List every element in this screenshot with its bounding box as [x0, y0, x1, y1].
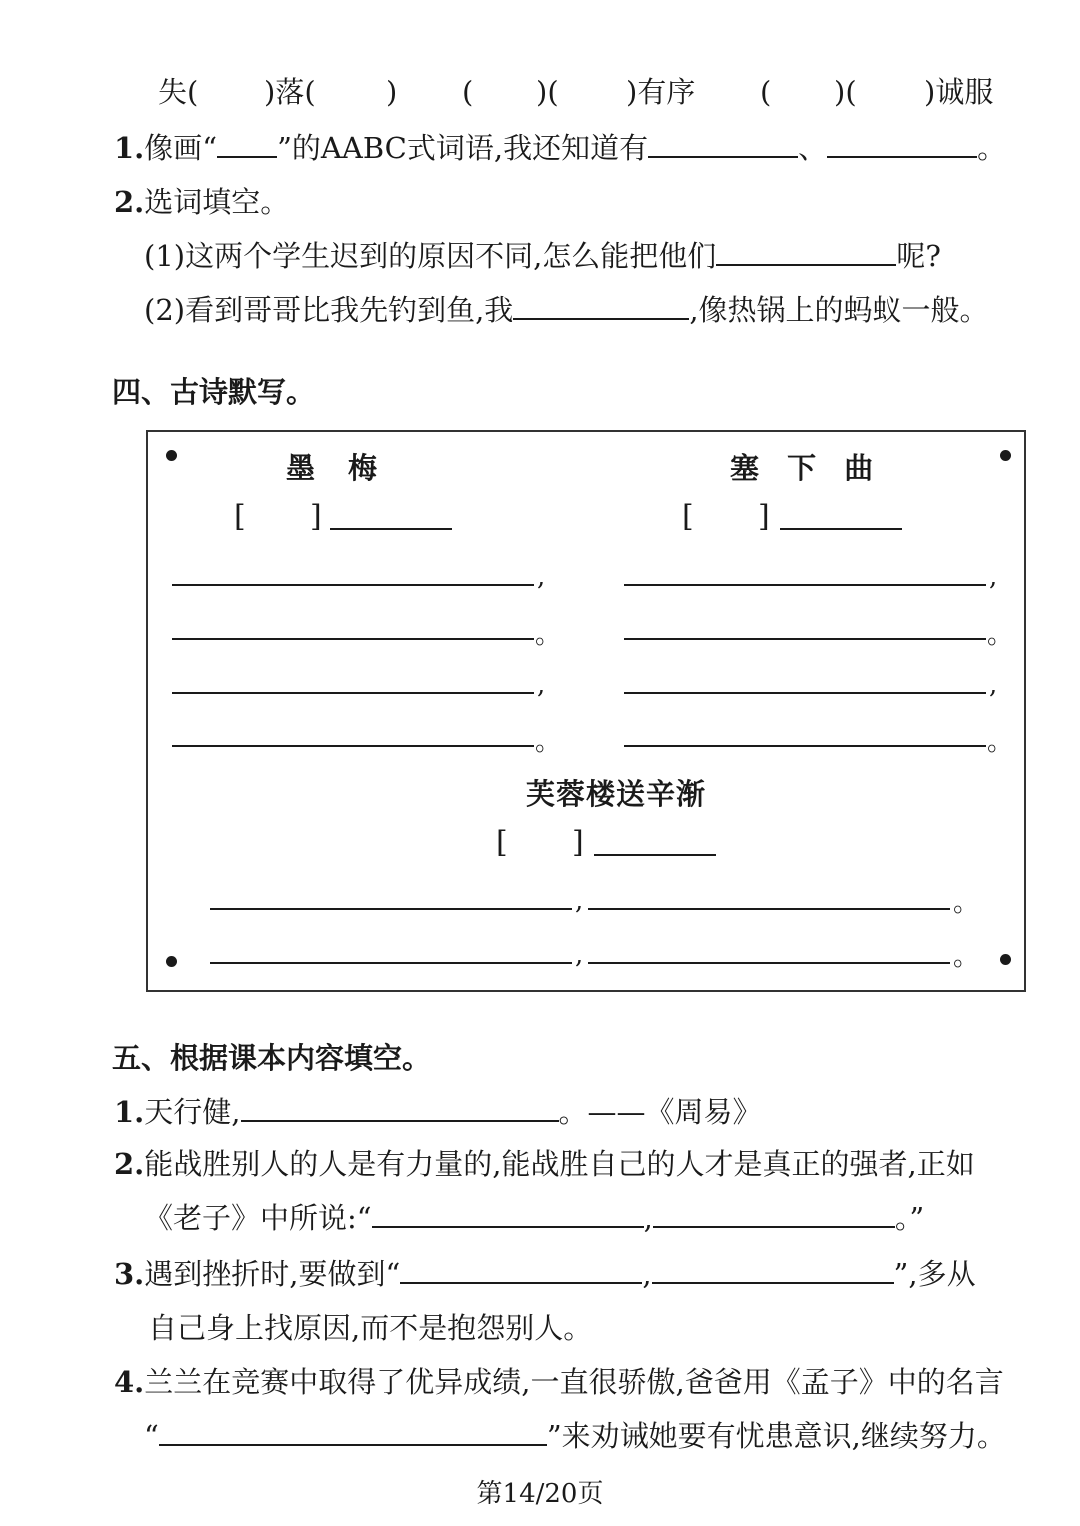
comma: , [537, 562, 546, 592]
page-number: 第14/20页 [476, 1479, 604, 1509]
bracket-open: [ [234, 499, 246, 534]
word-blank-1-c: ) [386, 75, 398, 109]
bracket-close: ] [310, 499, 322, 534]
s5-q1-prefix: 天行健, [144, 1095, 241, 1129]
word-blank-1-a: 失( [158, 75, 199, 109]
comma: , [989, 562, 998, 592]
question-2-1-prefix: (1)这两个学生迟到的原因不同,怎么能把他们 [144, 239, 717, 273]
question-1-end: 。 [977, 131, 1007, 165]
separator: 、 [798, 131, 828, 165]
poem-line-blank[interactable] [210, 908, 572, 910]
comma: , [575, 940, 584, 970]
poem-line-blank[interactable] [624, 745, 986, 747]
word-blank-2-a: ( [462, 75, 474, 109]
section-5-question-2-line2 [144, 1200, 924, 1236]
corner-dot [1000, 954, 1011, 965]
s5-q1-end: 。——《周易》 [558, 1095, 762, 1129]
poem-line-blank[interactable] [624, 692, 986, 694]
author-blank[interactable] [330, 528, 452, 530]
corner-dot [1000, 450, 1011, 461]
section-5-question-4-line2 [144, 1418, 1006, 1454]
poem-line-blank[interactable] [172, 638, 534, 640]
poem-line-blank[interactable] [172, 692, 534, 694]
answer-blank[interactable] [372, 1200, 644, 1228]
question-number: 1. [114, 131, 145, 165]
question-2-2-end: ,像热锅上的蚂蚁一般。 [689, 293, 989, 327]
question-2-title: 选词填空。 [144, 185, 290, 219]
s5-q3-end: ”,多从 [893, 1257, 976, 1291]
section-5-title: 五、根据课本内容填空。 [112, 1041, 432, 1075]
poem-line-blank[interactable] [172, 745, 534, 747]
comma: , [537, 670, 546, 700]
answer-blank[interactable] [716, 238, 896, 266]
poem-title-mo-mei: 墨 梅 [286, 451, 380, 485]
answer-blank[interactable] [652, 1256, 894, 1284]
bracket-open: [ [496, 825, 508, 860]
poem-box [146, 430, 1026, 992]
question-1 [114, 130, 1006, 166]
question-number: 2. [114, 185, 145, 219]
section-5-question-4 [114, 1364, 1004, 1400]
poem-title-furong-lou: 芙蓉楼送辛渐 [526, 777, 707, 811]
poem-line-blank[interactable] [624, 584, 986, 586]
bracket-open: [ [682, 499, 694, 534]
word-blank-3-b: )( [834, 75, 857, 109]
answer-blank[interactable] [400, 1256, 642, 1284]
question-number: 1. [114, 1095, 145, 1129]
period: 。 [535, 620, 562, 650]
comma: , [643, 1201, 653, 1235]
word-blank-3-c: )诚服 [924, 75, 994, 109]
question-2 [114, 184, 289, 220]
answer-blank[interactable] [648, 130, 798, 158]
poem-line-blank[interactable] [172, 584, 534, 586]
period: 。 [953, 888, 980, 918]
question-1-prefix: 像画“ [144, 131, 218, 165]
answer-blank[interactable] [827, 130, 977, 158]
s5-q2-line1: 能战胜别人的人是有力量的,能战胜自己的人才是真正的强者,正如 [144, 1147, 975, 1181]
period: 。 [987, 727, 1014, 757]
comma: , [575, 886, 584, 916]
question-2-2-prefix: (2)看到哥哥比我先钓到鱼,我 [144, 293, 514, 327]
section-4-title: 四、古诗默写。 [112, 375, 316, 409]
answer-blank[interactable] [241, 1094, 559, 1122]
corner-dot [166, 956, 177, 967]
question-2-1 [144, 238, 941, 274]
s5-q2-end: 。” [894, 1201, 925, 1235]
question-1-middle: ”的AABC式词语,我还知道有 [277, 131, 649, 165]
question-number: 2. [114, 1147, 145, 1181]
word-blank-1-b: )落( [264, 75, 316, 109]
poem-line-blank[interactable] [210, 962, 572, 964]
bracket-close: ] [758, 499, 770, 534]
section-5-question-3 [114, 1256, 976, 1292]
poem-line-blank[interactable] [588, 908, 950, 910]
answer-blank[interactable] [159, 1418, 547, 1446]
word-blank-3-a: ( [760, 75, 772, 109]
word-blank-2-b: )( [536, 75, 559, 109]
author-blank[interactable] [594, 854, 716, 856]
answer-blank[interactable] [653, 1200, 895, 1228]
question-number: 4. [114, 1365, 145, 1399]
author-blank[interactable] [780, 528, 902, 530]
s5-q3-prefix: 遇到挫折时,要做到“ [144, 1257, 401, 1291]
s5-q4-line1: 兰兰在竞赛中取得了优异成绩,一直很骄傲,爸爸用《孟子》中的名言 [144, 1365, 1004, 1399]
answer-blank[interactable] [217, 130, 277, 158]
poem-line-blank[interactable] [588, 962, 950, 964]
answer-blank[interactable] [513, 292, 689, 320]
section-5-question-1 [114, 1094, 762, 1130]
period: 。 [987, 620, 1014, 650]
comma: , [642, 1257, 652, 1291]
corner-dot [166, 450, 177, 461]
poem-line-blank[interactable] [624, 638, 986, 640]
s5-q4-prefix: “ [144, 1419, 159, 1453]
poem-title-sai-xia-qu: 塞 下 曲 [730, 451, 876, 485]
comma: , [989, 670, 998, 700]
question-2-1-end: 呢? [896, 239, 941, 273]
section-5-question-3-line2: 自己身上找原因,而不是抱怨别人。 [148, 1311, 593, 1345]
question-2-2 [144, 292, 989, 328]
word-blank-2-c: )有序 [626, 75, 696, 109]
section-5-question-2 [114, 1146, 975, 1182]
s5-q2-prefix: 《老子》中所说:“ [144, 1201, 372, 1235]
bracket-close: ] [572, 825, 584, 860]
period: 。 [953, 942, 980, 972]
s5-q4-end: ”来劝诫她要有忧患意识,继续努力。 [546, 1419, 1006, 1453]
question-number: 3. [114, 1257, 145, 1291]
period: 。 [535, 727, 562, 757]
